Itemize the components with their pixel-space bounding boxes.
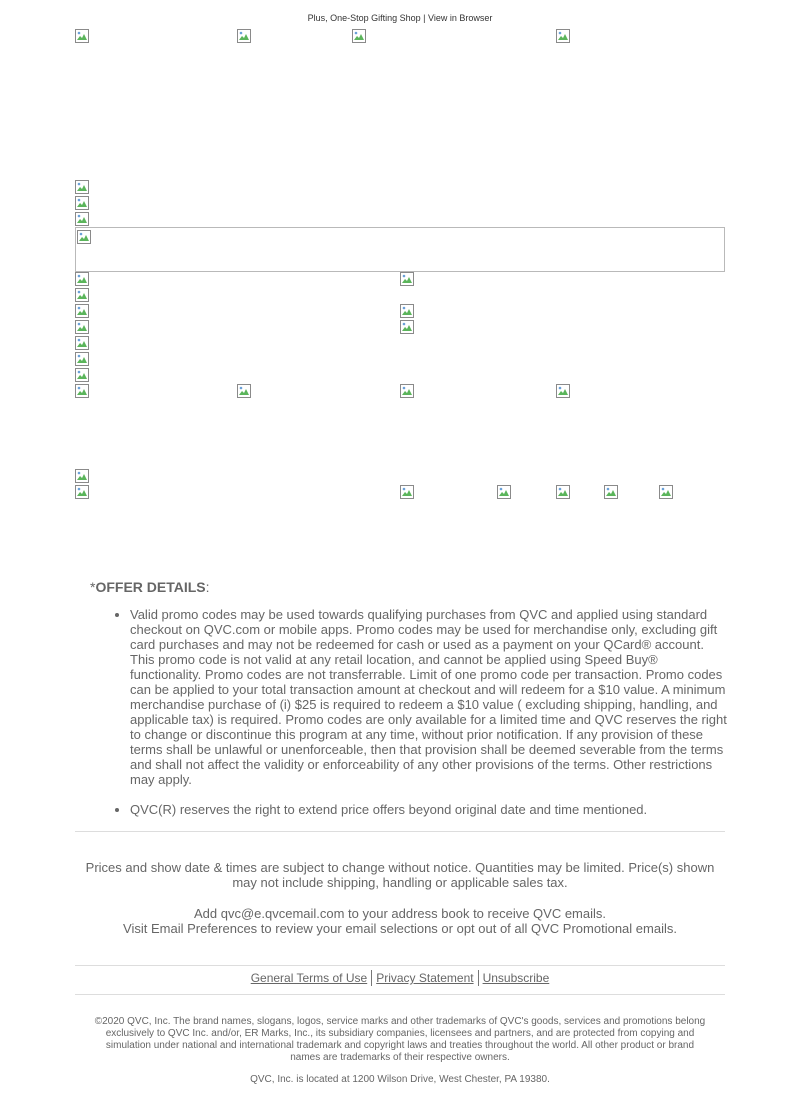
divider [75,965,725,966]
view-in-browser-link[interactable]: View in Browser [428,13,493,23]
link-separator [371,970,372,986]
broken-image-icon[interactable] [75,384,89,398]
terms-of-use-link[interactable]: General Terms of Use [250,971,368,985]
banner-image-frame[interactable] [75,227,725,272]
broken-image-icon[interactable] [400,272,414,286]
copyright-text: ©2020 QVC, Inc. The brand names, slogans, logos, service marks and other trademarks of QVC's goods, services and promotions belong exclusively to QVC Inc. and/or, ER Marks, Inc., its subsidiary companies, licensees and partners, and are protected from copying and simulation under national and international trademark and copyright laws and treaties throughout the world. All other product or brand names are trademarks of their respective owners. [94,1016,706,1063]
broken-image-icon[interactable] [556,485,570,499]
broken-image-icon[interactable] [75,320,89,334]
broken-image-icon[interactable] [400,320,414,334]
preheader-text: Plus, One-Stop Gifting Shop [307,13,421,23]
offer-colon: : [205,579,210,595]
broken-image-icon[interactable] [75,304,89,318]
broken-image-icon[interactable] [75,352,89,366]
footer-links [75,970,725,986]
broken-image-icon[interactable] [75,196,89,210]
company-address: QVC, Inc. is located at 1200 Wilson Drive, West Chester, PA 19380. [250,1074,550,1085]
offer-item-terms: • Valid promo codes may be used towards qualifying purchases from QVC and applied using standard checkout on QVC.com or mobile apps. Promo codes may be used for merchandise only, excluding gift card purchases and may not be redeemed for cash or used as a payment on your QCard® account. This promo code is not valid at any retail location, and cannot be applied using Speed Buy® functionality. Promo codes are not transferrable. Limit of one promo code per transaction. Promo codes can be applied to your total transaction amount at checkout and will redeem for a $10 value. A minimum merchandise purchase of (i) $25 is required to redeem a $10 value ( excluding shipping, handling, and applicable tax) is required. Promo codes are only available for a limited time and QVC reserves the right to change or discontinue this program at any time, without prior notification. If any provision of these terms shall be unlawful or unenforceable, then that provision shall be deemed severable from the terms and shall not affect the validity or enforceability of any other provisions of the terms. Other restrictions may apply. [130,607,730,787]
broken-image-icon[interactable] [75,180,89,194]
broken-image-icon[interactable] [75,272,89,286]
unsubscribe-link[interactable]: Unsubscribe [482,971,550,985]
broken-image-icon[interactable] [659,485,673,499]
broken-image-icon[interactable] [556,384,570,398]
broken-image-icon[interactable] [75,485,89,499]
broken-image-icon[interactable] [75,336,89,350]
preheader-separator: | [423,13,426,23]
privacy-statement-link[interactable]: Privacy Statement [376,971,474,985]
broken-image-icon[interactable] [237,384,251,398]
offer-item-price-extension: • QVC(R) reserves the right to extend price offers beyond original date and time mentioned. [130,802,730,817]
broken-image-icon[interactable] [400,384,414,398]
broken-image-icon[interactable] [75,288,89,302]
offer-details-list [115,607,730,832]
broken-image-icon[interactable] [352,29,366,43]
broken-image-icon[interactable] [556,29,570,43]
broken-image-icon[interactable] [237,29,251,43]
link-separator [478,970,479,986]
broken-image-icon[interactable] [75,368,89,382]
email-preferences-notice: Visit Email Preferences to review your email selections or opt out of all QVC Promotional emails. [123,921,677,936]
price-notice: Prices and show date & times are subject to change without notice. Quantities may be limited. Price(s) shown may not include shipping, handling or applicable sales tax. [85,860,715,890]
address-book-notice: Add qvc@e.qvcemail.com to your address book to receive QVC emails. [193,906,607,921]
broken-image-icon[interactable] [400,485,414,499]
broken-image-icon[interactable] [497,485,511,499]
broken-image-icon[interactable] [75,29,89,43]
broken-image-icon[interactable] [604,485,618,499]
broken-image-icon[interactable] [75,469,89,483]
preheader [0,13,800,23]
offer-details-heading [90,579,210,595]
broken-image-icon[interactable] [75,212,89,226]
offer-heading: OFFER DETAILS [95,579,206,595]
divider [75,994,725,995]
broken-image-icon[interactable] [400,304,414,318]
divider [75,831,725,832]
offer-asterisk: * [90,579,96,595]
